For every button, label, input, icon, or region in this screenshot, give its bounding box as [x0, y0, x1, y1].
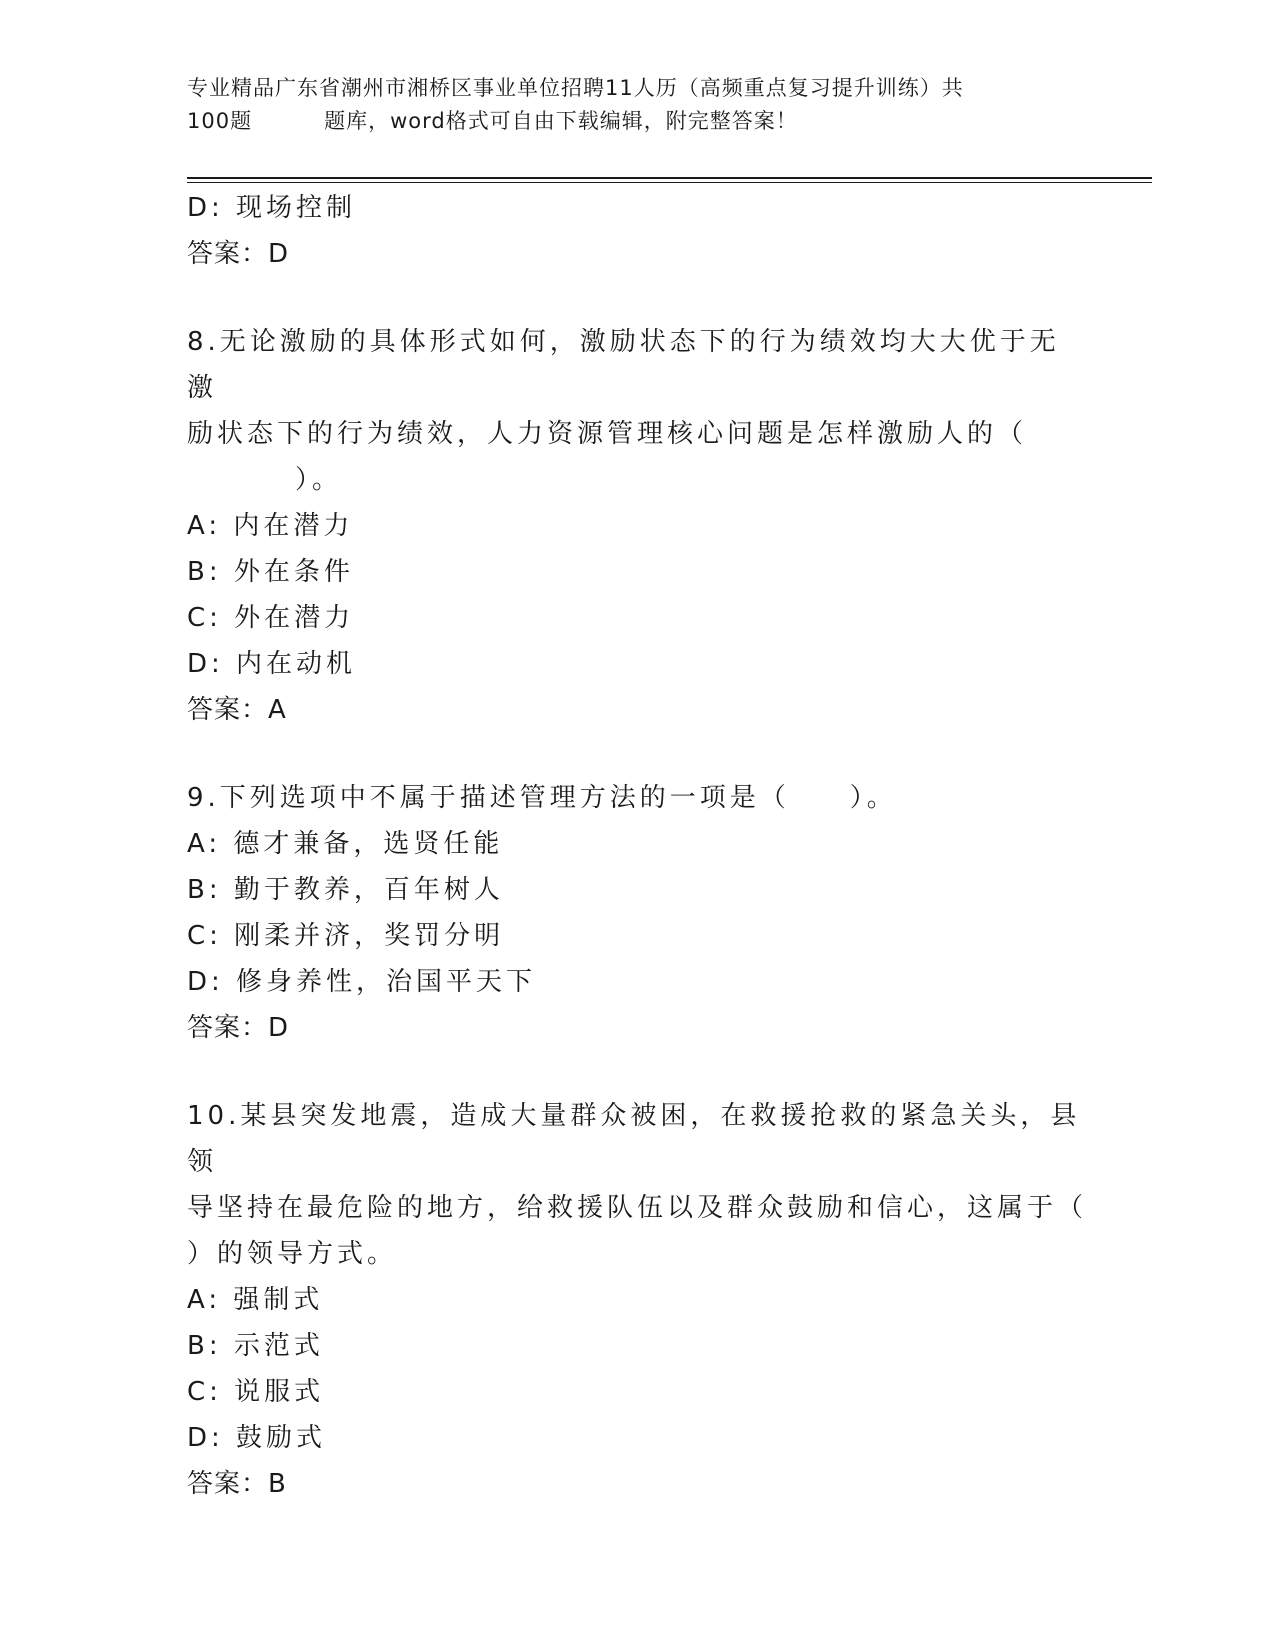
header-line-1: 专业精品广东省潮州市湘桥区事业单位招聘11人历（高频重点复习提升训练）共: [187, 76, 964, 100]
question-10-line-2: 导坚持在最危险的地方，给救援队伍以及群众鼓励和信心，这属于（: [187, 1193, 1088, 1223]
question-8: [187, 319, 1087, 733]
question-8-option-a: A: 内在潜力: [187, 511, 354, 541]
question-8-option-b: B: 外在条件: [187, 557, 354, 587]
question-9-option-c: C: 刚柔并济，奖罚分明: [187, 921, 505, 951]
prev-answer: 答案：D: [187, 239, 290, 269]
question-10: [187, 1093, 1087, 1507]
question-10-answer: 答案：B: [187, 1469, 287, 1499]
question-9-option-d: D: 修身养性，治国平天下: [187, 967, 537, 997]
prev-option-d: D: 现场控制: [187, 193, 357, 223]
header-rule-thin: [187, 182, 1152, 183]
question-9-option-a: A: 德才兼备，选贤任能: [187, 829, 504, 859]
question-8-line-1: 8.无论激励的具体形式如何，激励状态下的行为绩效均大大优于无激: [187, 327, 1060, 403]
question-10-line-3: ）的领导方式。: [187, 1239, 398, 1269]
question-9-answer: 答案：D: [187, 1013, 290, 1043]
question-8-option-d: D: 内在动机: [187, 649, 357, 679]
question-8-option-c: C: 外在潜力: [187, 603, 355, 633]
question-10-option-d: D: 鼓励式: [187, 1423, 327, 1453]
document-body: [187, 185, 1087, 1507]
question-9-line-1: 9.下列选项中不属于描述管理方法的一项是（ ）。: [187, 783, 897, 813]
question-9-option-b: B: 勤于教养，百年树人: [187, 875, 504, 905]
header-description: 题库，word格式可自由下载编辑，附完整答案！: [324, 109, 798, 133]
question-8-line-3: ）。: [295, 465, 343, 495]
page-header: [187, 72, 1087, 138]
question-10-option-a: A: 强制式: [187, 1285, 324, 1315]
question-10-option-b: B: 示范式: [187, 1331, 324, 1361]
header-count: 100题: [187, 109, 253, 133]
question-8-line-2: 励状态下的行为绩效，人力资源管理核心问题是怎样激励人的（: [187, 419, 1028, 449]
header-line-2: [187, 105, 1087, 138]
header-rule-thick: [187, 177, 1152, 179]
question-8-answer: 答案：A: [187, 695, 287, 725]
question-10-option-c: C: 说服式: [187, 1377, 325, 1407]
question-10-line-1: 10.某县突发地震，造成大量群众被困，在救援抢救的紧急关头，县领: [187, 1101, 1081, 1177]
question-9: [187, 775, 1087, 1051]
